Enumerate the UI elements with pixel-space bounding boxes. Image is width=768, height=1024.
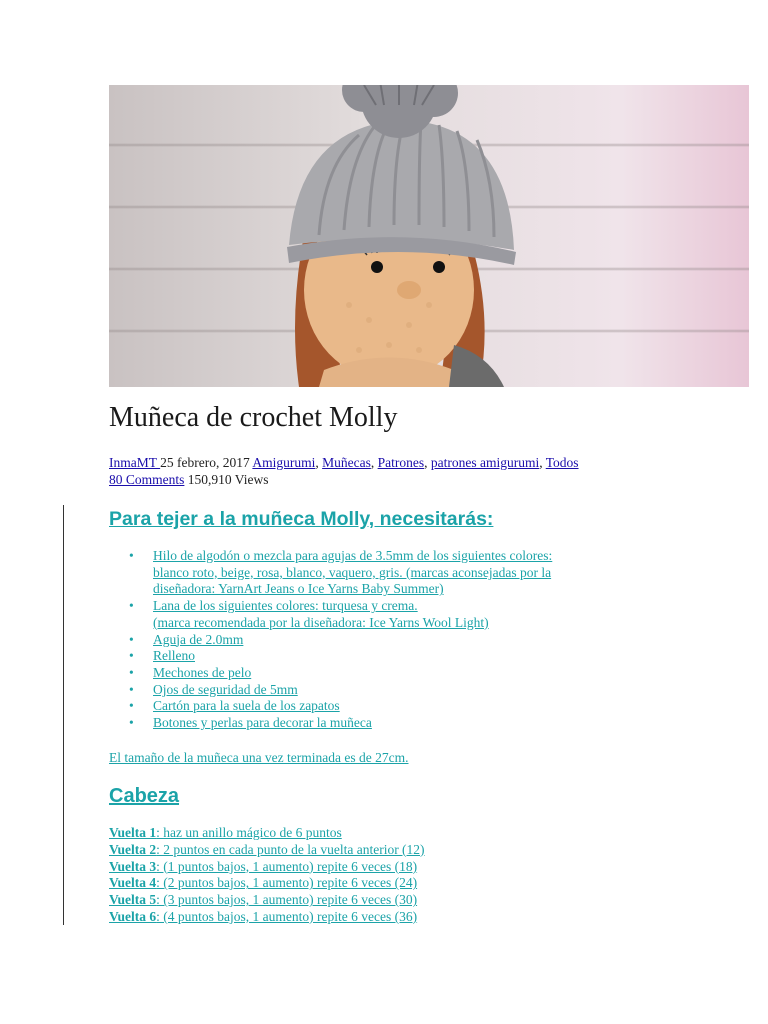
list-item[interactable]: • Ojos de seguridad de 5mm — [109, 682, 629, 699]
round-text: : 2 puntos en cada punto de la vuelta anterior (12) — [156, 841, 425, 857]
round-row[interactable] — [109, 842, 425, 859]
category-link[interactable]: Todos — [545, 455, 579, 470]
round-row[interactable] — [109, 859, 425, 876]
post-meta: InmaMT 25 febrero, 2017 Amigurumi, Muñecas, Patrones, patrones amigurumi, Todos 80 Comments 150,910 Views — [109, 455, 579, 487]
list-item[interactable]: • Botones y perlas para decorar la muñeca — [109, 715, 629, 732]
post-date: 25 febrero, 2017 — [160, 455, 250, 470]
bullet-icon — [109, 665, 153, 682]
bullet-icon — [109, 632, 153, 649]
bullet-icon — [109, 598, 153, 631]
bullet-icon — [109, 715, 153, 732]
round-label: Vuelta 1 — [109, 825, 157, 840]
comments-link[interactable]: 80 Comments — [109, 471, 185, 487]
round-text: : (4 puntos bajos, 1 aumento) repite 6 veces (36) — [156, 908, 418, 924]
round-text: : (1 puntos bajos, 1 aumento) repite 6 veces (18) — [156, 858, 418, 874]
round-label: Vuelta 3 — [109, 858, 157, 874]
round-label: Vuelta 5 — [109, 892, 157, 908]
left-rule — [63, 505, 64, 925]
round-label: Vuelta 4 — [109, 875, 157, 891]
round-text: : (3 puntos bajos, 1 aumento) repite 6 veces (30) — [156, 892, 418, 908]
hero-image — [109, 85, 749, 387]
bullet-icon — [109, 648, 153, 665]
list-item[interactable]: • Aguja de 2.0mm — [109, 632, 629, 649]
views-count: 150,910 Views — [187, 471, 269, 487]
category-link[interactable]: Patrones — [377, 455, 425, 470]
round-row[interactable] — [109, 875, 425, 892]
category-link[interactable]: Amigurumi — [252, 455, 316, 470]
head-heading[interactable]: Cabeza — [109, 785, 180, 807]
round-row[interactable] — [109, 892, 425, 909]
category-link[interactable]: Muñecas — [322, 455, 371, 470]
category-link[interactable]: patrones amigurumi — [430, 455, 540, 470]
bullet-icon — [109, 548, 153, 598]
list-item[interactable]: • Relleno — [109, 648, 629, 665]
crochet-doll-illustration — [109, 85, 749, 387]
bullet-icon — [109, 682, 153, 699]
rounds-list — [109, 825, 425, 926]
list-item[interactable]: • Mechones de pelo — [109, 665, 629, 682]
list-item[interactable]: • Lana de los siguientes colores: turquesa y crema. (marca recomendada por la diseñadora: Ice Yarns Wool Light) — [109, 598, 629, 631]
size-note[interactable]: El tamaño de la muñeca una vez terminada es de 27cm. — [109, 750, 409, 765]
author-link[interactable]: InmaMT — [109, 455, 161, 470]
materials-heading[interactable]: Para tejer a la muñeca Molly, necesitarás: — [109, 508, 494, 530]
round-text: : (2 puntos bajos, 1 aumento) repite 6 veces (24) — [156, 875, 418, 891]
materials-list — [109, 548, 629, 732]
round-row[interactable] — [109, 909, 425, 926]
round-text: : haz un anillo mágico de 6 puntos — [156, 825, 342, 840]
page-title: Muñeca de crochet Molly — [109, 402, 398, 433]
round-row[interactable] — [109, 825, 425, 842]
list-item[interactable]: • Hilo de algodón o mezcla para agujas de 3.5mm de los siguientes colores: blanco roto, beige, rosa, blanco, vaquero, gris. (marcas aconsejadas por la diseñadora: YarnArt Jeans o Ice Yarns Baby Summer) — [109, 548, 629, 598]
round-label: Vuelta 2 — [109, 841, 157, 857]
bullet-icon — [109, 698, 153, 715]
list-item[interactable]: • Cartón para la suela de los zapatos — [109, 698, 629, 715]
round-label: Vuelta 6 — [109, 908, 157, 924]
